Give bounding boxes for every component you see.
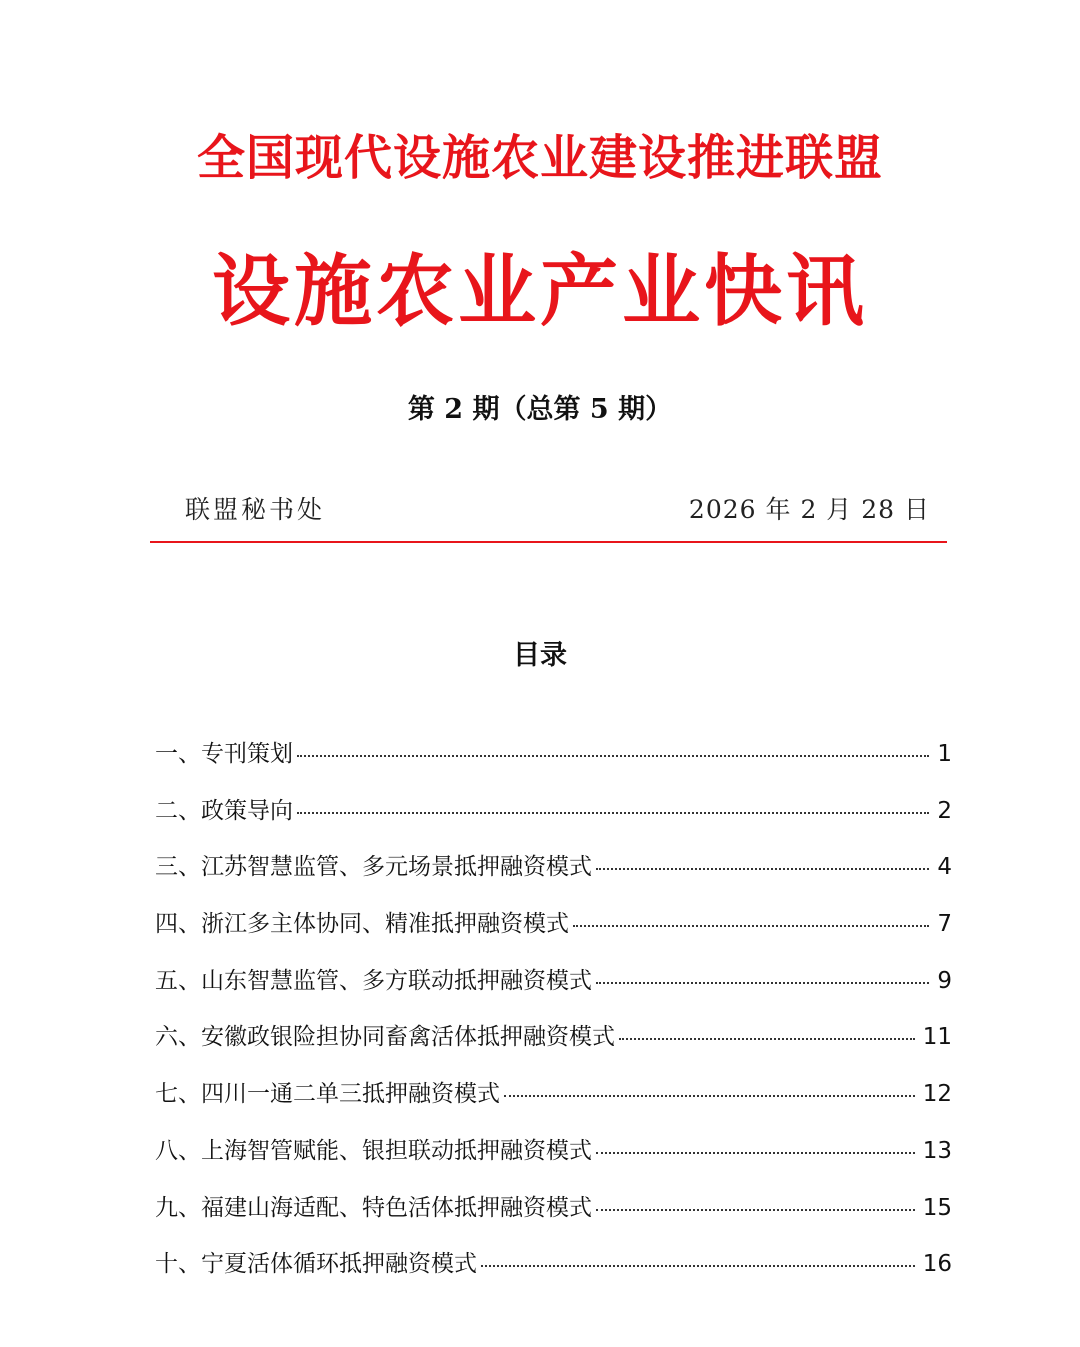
toc-item[interactable]: [155, 847, 952, 904]
toc-leader-dots: [596, 868, 929, 870]
toc-item-page: 15: [922, 1194, 952, 1221]
toc-item-page: 12: [922, 1081, 952, 1108]
toc-leader-dots: [297, 755, 929, 757]
toc-leader-dots: [573, 925, 929, 927]
toc-item-label: 七、四川一通二单三抵押融资模式: [155, 1081, 500, 1108]
toc-item-page: 1: [937, 741, 952, 767]
toc-item[interactable]: [155, 1074, 952, 1131]
toc-leader-dots: [504, 1095, 915, 1097]
table-of-contents: [155, 734, 952, 1301]
toc-leader-dots: [481, 1265, 915, 1267]
toc-item-page: 4: [937, 854, 952, 881]
toc-item-label: 八、上海智管赋能、银担联动抵押融资模式: [155, 1137, 592, 1164]
toc-item-label: 一、专刊策划: [155, 741, 293, 767]
toc-heading: 目录: [513, 640, 567, 671]
toc-item-page: 13: [922, 1137, 952, 1164]
issue-date: 2026 年 2 月 28 日: [688, 495, 930, 524]
toc-item[interactable]: [155, 904, 952, 961]
issue-number: 第 2 期（总第 5 期）: [407, 394, 673, 425]
toc-item-page: 9: [937, 967, 952, 994]
toc-item[interactable]: [155, 1188, 952, 1245]
toc-leader-dots: [297, 812, 929, 814]
toc-leader-dots: [596, 1209, 915, 1211]
toc-item[interactable]: [155, 1131, 952, 1188]
toc-item[interactable]: [155, 961, 952, 1018]
toc-item-label: 九、福建山海适配、特色活体抵押融资模式: [155, 1194, 592, 1221]
toc-item[interactable]: [155, 1244, 952, 1301]
meta-row: [185, 490, 930, 530]
organization-title: 全国现代设施农业建设推进联盟: [196, 130, 883, 186]
toc-item-page: 16: [922, 1251, 952, 1278]
publication-title: 设施农业产业快讯: [211, 246, 868, 337]
toc-item-label: 二、政策导向: [155, 797, 293, 824]
toc-item-label: 五、山东智慧监管、多方联动抵押融资模式: [155, 967, 592, 994]
toc-leader-dots: [596, 1152, 915, 1154]
toc-item-label: 十、宁夏活体循环抵押融资模式: [155, 1251, 477, 1278]
issuer: 联盟秘书处: [185, 495, 326, 524]
toc-item-page: 7: [937, 911, 952, 938]
toc-leader-dots: [619, 1038, 915, 1040]
toc-item[interactable]: [155, 734, 952, 791]
toc-item-label: 三、江苏智慧监管、多元场景抵押融资模式: [155, 854, 592, 881]
toc-item[interactable]: [155, 1017, 952, 1074]
toc-item-label: 四、浙江多主体协同、精准抵押融资模式: [155, 911, 569, 938]
toc-item-label: 六、安徽政银险担协同畜禽活体抵押融资模式: [155, 1024, 615, 1051]
toc-leader-dots: [596, 982, 929, 984]
red-divider: [150, 541, 947, 543]
toc-item-page: 2: [937, 797, 952, 824]
toc-item-page: 11: [922, 1024, 952, 1051]
toc-item[interactable]: [155, 791, 952, 848]
